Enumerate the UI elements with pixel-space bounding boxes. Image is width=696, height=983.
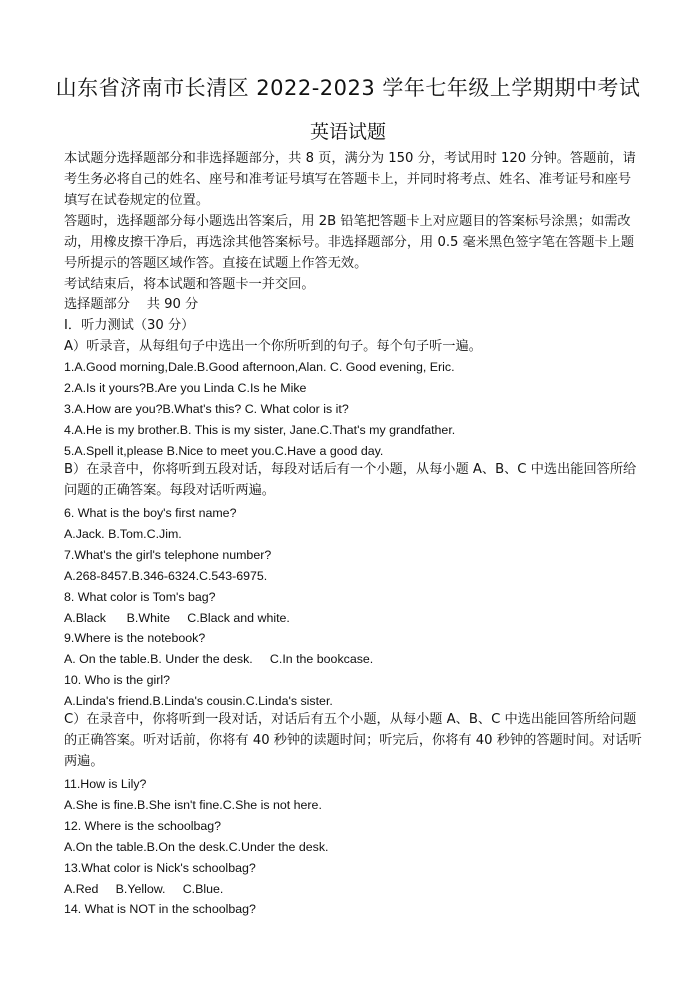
question-line: 9.Where is the notebook? — [64, 631, 206, 645]
section-b-heading: B）在录音中，你将听到五段对话，每段对话后有一个小题，从每小题 A、B、C 中选出能回答所给问题的正确答案。每段对话听两遍。 — [64, 462, 637, 498]
answer-options: A.268-8457.B.346-6324.C.543-6975. — [64, 569, 268, 583]
exam-subtitle: 英语试题 — [309, 121, 386, 143]
instruction-paragraph-1: 本试题分选择题部分和非选择题部分，共 8 页，满分为 150 分，考试用时 120 分钟。答题前，请考生务必将自己的姓名、座号和准考证号填写在答题卡上，并同时将考点、姓名、准考证号和座号填写在试卷规定的位置。 — [64, 151, 636, 208]
question-line: 14. What is NOT in the schoolbag? — [64, 902, 256, 916]
question-line: 6. What is the boy's first name? — [64, 506, 237, 520]
question-line: 8. What color is Tom's bag? — [64, 590, 216, 604]
question-line: 4.A.He is my brother.B. This is my sister, Jane.C.That's my grandfather. — [64, 423, 456, 437]
answer-options: A.Linda's friend.B.Linda's cousin.C.Linda's sister. — [64, 694, 333, 708]
exam-title: 山东省济南市长清区 2022-2023 学年七年级上学期期中考试 — [55, 76, 641, 100]
answer-options: A.Black B.White C.Black and white. — [64, 611, 290, 625]
question-line: 2.A.Is it yours?B.Are you Linda C.Is he Mike — [64, 381, 307, 395]
question-line: 7.What's the girl's telephone number? — [64, 548, 272, 562]
question-line: 12. Where is the schoolbag? — [64, 819, 222, 833]
question-line: 3.A.How are you?B.What's this? C. What color is it? — [64, 402, 349, 416]
question-line: 13.What color is Nick's schoolbag? — [64, 861, 256, 875]
question-line: 10. Who is the girl? — [64, 673, 171, 687]
answer-options: A.Jack. B.Tom.C.Jim. — [64, 527, 182, 541]
answer-options: A.On the table.B.On the desk.C.Under the desk. — [64, 840, 329, 854]
answer-options: A.Red B.Yellow. C.Blue. — [64, 882, 224, 896]
instruction-paragraph-3: 考试结束后，将本试题和答题卡一并交回。 — [64, 277, 315, 292]
answer-options: A.She is fine.B.She isn't fine.C.She is not here. — [64, 798, 322, 812]
section-label: Ⅰ．听力测试（30 分） — [64, 318, 195, 333]
question-line: 5.A.Spell it,please B.Nice to meet you.C.Have a good day. — [64, 444, 384, 458]
instruction-paragraph-2: 答题时，选择题部分每小题选出答案后，用 2B 铅笔把答题卡上对应题目的答案标号涂黑；如需改动，用橡皮擦干净后，再选涂其他答案标号。非选择题部分，用 0.5 毫米黑色签字笔在答题卡上题号所提示的答题区域作答。直接在试题上作答无效。 — [64, 214, 635, 271]
question-line: 11.How is Lily? — [64, 777, 147, 791]
question-line: 1.A.Good morning,Dale.B.Good afternoon,Alan. C. Good evening, Eric. — [64, 360, 455, 374]
part-label: 选择题部分 共 90 分 — [64, 297, 199, 312]
answer-options: A. On the table.B. Under the desk. C.In the bookcase. — [64, 652, 374, 666]
section-a-heading: A）听录音，从每组句子中选出一个你所听到的句子。每个句子听一遍。 — [64, 339, 482, 354]
section-c-heading: C）在录音中，你将听到一段对话，对话后有五个小题，从每小题 A、B、C 中选出能回答所给问题的正确答案。听对话前，你将有 40 秒钟的读题时间；听完后，你将有 40 秒钟的答题时间。对话听两遍。 — [64, 712, 642, 769]
